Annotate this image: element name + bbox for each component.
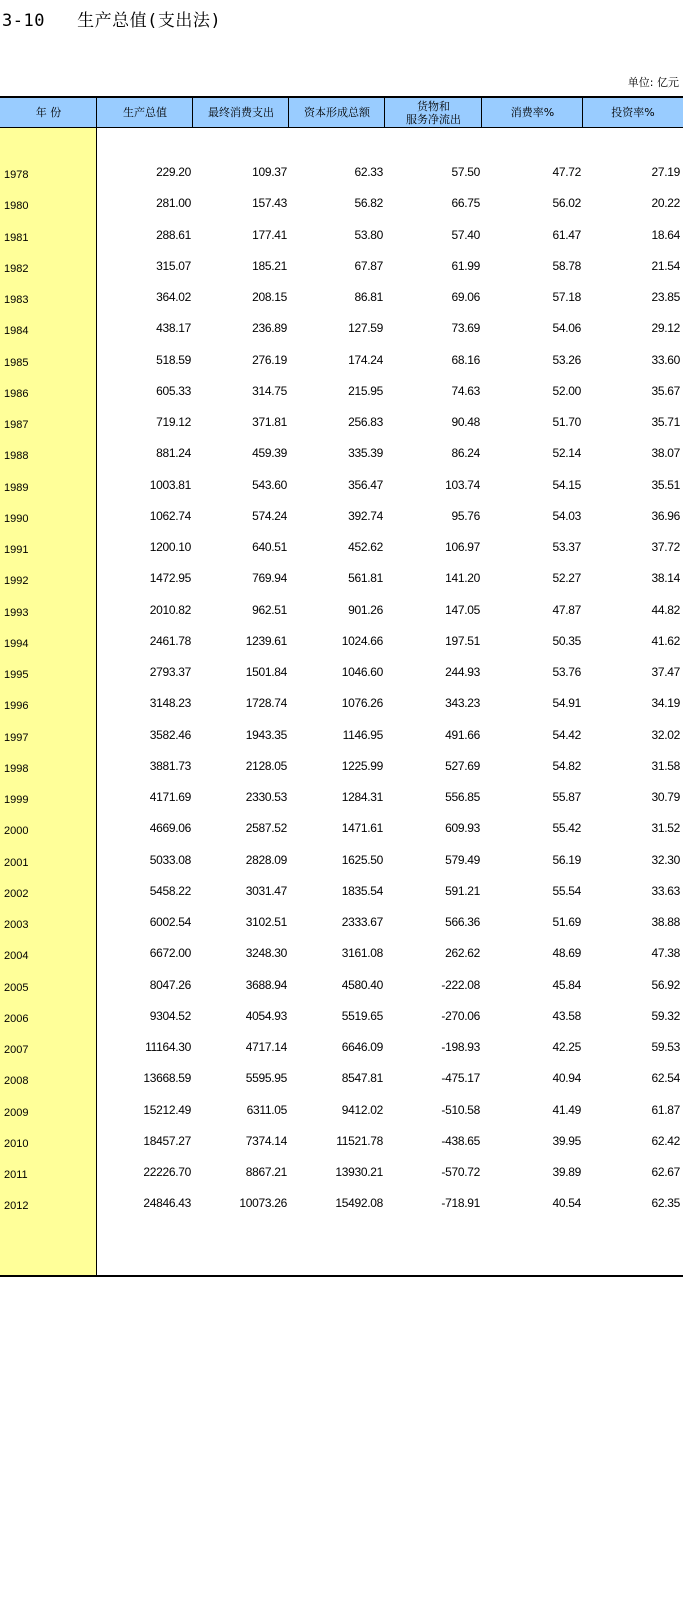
capital-formation-cell: 1471.61 <box>341 821 383 835</box>
gdp-cell: 719.12 <box>156 415 191 429</box>
year-cell: 1997 <box>4 732 29 744</box>
year-cell: 2001 <box>4 857 29 869</box>
consumption-rate-cell: 55.87 <box>552 790 581 804</box>
gdp-cell: 3148.23 <box>149 696 191 710</box>
year-cell: 1980 <box>4 200 29 212</box>
header-gdp: 生产总值 <box>123 106 167 119</box>
gdp-cell: 4171.69 <box>149 790 191 804</box>
year-cell: 1996 <box>4 700 29 712</box>
net-exports-cell: 343.23 <box>445 696 480 710</box>
capital-formation-cell: 86.81 <box>354 290 383 304</box>
net-exports-cell: 579.49 <box>445 853 480 867</box>
header-consumption-rate: 消费率% <box>510 106 555 119</box>
net-exports-cell: -222.08 <box>441 978 480 992</box>
consumption-rate-cell: 53.76 <box>552 665 581 679</box>
net-exports-cell: 57.50 <box>451 165 480 179</box>
header-final-consumption: 最终消费支出 <box>208 106 274 119</box>
table-row <box>0 626 683 657</box>
final-consumption-cell: 4717.14 <box>245 1040 287 1054</box>
capital-formation-cell: 1146.95 <box>342 728 383 742</box>
capital-formation-cell: 6646.09 <box>341 1040 383 1054</box>
year-cell: 2005 <box>4 982 29 994</box>
gdp-cell: 8047.26 <box>149 978 191 992</box>
table-row <box>0 438 683 469</box>
consumption-rate-cell: 52.27 <box>552 571 581 585</box>
final-consumption-cell: 208.15 <box>252 290 287 304</box>
capital-formation-cell: 2333.67 <box>341 915 383 929</box>
capital-formation-cell: 67.87 <box>354 259 383 273</box>
final-consumption-cell: 185.21 <box>252 259 287 273</box>
consumption-rate-cell: 54.82 <box>552 759 581 773</box>
investment-rate-cell: 61.87 <box>651 1103 680 1117</box>
gdp-cell: 1062.74 <box>149 509 191 523</box>
year-cell: 1986 <box>4 388 29 400</box>
header-net-exports: 货物和 服务净流出 <box>406 99 461 126</box>
header-year: 年 份 <box>35 106 62 119</box>
capital-formation-cell: 356.47 <box>348 478 383 492</box>
consumption-rate-cell: 43.58 <box>552 1009 581 1023</box>
final-consumption-cell: 371.81 <box>252 415 287 429</box>
consumption-rate-cell: 53.26 <box>552 353 581 367</box>
net-exports-cell: 491.66 <box>445 728 480 742</box>
table-row <box>0 220 683 251</box>
capital-formation-cell: 452.62 <box>348 540 383 554</box>
final-consumption-cell: 962.51 <box>252 603 287 617</box>
year-cell: 2012 <box>4 1200 29 1212</box>
gdp-cell: 288.61 <box>156 228 191 242</box>
final-consumption-cell: 276.19 <box>252 353 287 367</box>
year-cell: 2010 <box>4 1138 29 1150</box>
table-row <box>0 157 683 188</box>
investment-rate-cell: 62.35 <box>651 1196 680 1210</box>
capital-formation-cell: 335.39 <box>348 446 383 460</box>
capital-formation-cell: 5519.65 <box>341 1009 383 1023</box>
gdp-cell: 229.20 <box>156 165 191 179</box>
gdp-cell: 9304.52 <box>149 1009 191 1023</box>
capital-formation-cell: 1076.26 <box>341 696 383 710</box>
year-cell: 2006 <box>4 1013 29 1025</box>
investment-rate-cell: 37.47 <box>651 665 680 679</box>
final-consumption-cell: 1943.35 <box>245 728 287 742</box>
table-row <box>0 657 683 688</box>
year-cell: 1983 <box>4 294 29 306</box>
table-row <box>0 938 683 969</box>
gdp-cell: 11164.30 <box>145 1040 191 1054</box>
investment-rate-cell: 32.02 <box>651 728 680 742</box>
consumption-rate-cell: 52.14 <box>552 446 581 460</box>
final-consumption-cell: 7374.14 <box>245 1134 287 1148</box>
consumption-rate-cell: 56.02 <box>552 196 581 210</box>
net-exports-cell: -570.72 <box>441 1165 480 1179</box>
net-exports-cell: 262.62 <box>445 946 480 960</box>
capital-formation-cell: 11521.78 <box>336 1134 383 1148</box>
gdp-cell: 1200.10 <box>149 540 191 554</box>
final-consumption-cell: 2587.52 <box>245 821 287 835</box>
gdp-cell: 5458.22 <box>149 884 191 898</box>
gdp-cell: 281.00 <box>156 196 191 210</box>
consumption-rate-cell: 54.03 <box>552 509 581 523</box>
table-row <box>0 813 683 844</box>
gdp-cell: 5033.08 <box>149 853 191 867</box>
table-row <box>0 751 683 782</box>
investment-rate-cell: 59.32 <box>651 1009 680 1023</box>
consumption-rate-cell: 53.37 <box>552 540 581 554</box>
final-consumption-cell: 8867.21 <box>245 1165 287 1179</box>
table-row <box>0 876 683 907</box>
gdp-cell: 1472.95 <box>149 571 191 585</box>
capital-formation-cell: 1835.54 <box>341 884 383 898</box>
year-cell: 2000 <box>4 825 29 837</box>
final-consumption-cell: 3248.30 <box>245 946 287 960</box>
capital-formation-cell: 62.33 <box>354 165 383 179</box>
gdp-cell: 22226.70 <box>143 1165 191 1179</box>
year-cell: 1995 <box>4 669 29 681</box>
table-row <box>0 345 683 376</box>
year-cell: 2011 <box>4 1169 28 1181</box>
gdp-cell: 6002.54 <box>149 915 191 929</box>
table-row <box>0 188 683 219</box>
final-consumption-cell: 5595.95 <box>245 1071 287 1085</box>
consumption-rate-cell: 41.49 <box>552 1103 581 1117</box>
final-consumption-cell: 109.37 <box>252 165 287 179</box>
investment-rate-cell: 38.07 <box>651 446 680 460</box>
gdp-cell: 438.17 <box>156 321 191 335</box>
net-exports-cell: 86.24 <box>451 446 480 460</box>
gdp-cell: 2793.37 <box>149 665 191 679</box>
investment-rate-cell: 32.30 <box>651 853 680 867</box>
capital-formation-cell: 3161.08 <box>341 946 383 960</box>
capital-formation-cell: 53.80 <box>354 228 383 242</box>
year-cell: 1994 <box>4 638 29 650</box>
year-cell: 2009 <box>4 1107 29 1119</box>
investment-rate-cell: 18.64 <box>651 228 680 242</box>
year-cell: 1984 <box>4 325 29 337</box>
net-exports-cell: 141.20 <box>445 571 480 585</box>
table-row <box>0 1126 683 1157</box>
net-exports-cell: 244.93 <box>445 665 480 679</box>
net-exports-cell: -270.06 <box>441 1009 480 1023</box>
capital-formation-cell: 215.95 <box>348 384 383 398</box>
net-exports-cell: 73.69 <box>451 321 480 335</box>
header-divider <box>481 96 482 127</box>
investment-rate-cell: 30.79 <box>651 790 680 804</box>
final-consumption-cell: 177.41 <box>252 228 287 242</box>
year-cell: 2003 <box>4 919 29 931</box>
table-row <box>0 970 683 1001</box>
gdp-cell: 315.07 <box>156 259 191 273</box>
investment-rate-cell: 62.42 <box>651 1134 680 1148</box>
net-exports-cell: 566.36 <box>445 915 480 929</box>
investment-rate-cell: 33.63 <box>651 884 680 898</box>
net-exports-cell: 61.99 <box>451 259 480 273</box>
capital-formation-cell: 4580.40 <box>341 978 383 992</box>
net-exports-cell: 68.16 <box>451 353 480 367</box>
capital-formation-cell: 13930.21 <box>335 1165 383 1179</box>
table-row <box>0 532 683 563</box>
capital-formation-cell: 174.24 <box>348 353 383 367</box>
final-consumption-cell: 314.75 <box>252 384 287 398</box>
capital-formation-cell: 127.59 <box>348 321 383 335</box>
final-consumption-cell: 3688.94 <box>245 978 287 992</box>
table-row <box>0 1032 683 1063</box>
table-bottom-border <box>0 1275 683 1277</box>
investment-rate-cell: 36.96 <box>651 509 680 523</box>
table-row <box>0 376 683 407</box>
net-exports-cell: 66.75 <box>451 196 480 210</box>
final-consumption-cell: 1501.84 <box>245 665 287 679</box>
table-row <box>0 720 683 751</box>
table-row <box>0 1188 683 1219</box>
year-cell: 1987 <box>4 419 29 431</box>
capital-formation-cell: 1024.66 <box>341 634 383 648</box>
investment-rate-cell: 27.19 <box>651 165 680 179</box>
final-consumption-cell: 6311.05 <box>246 1103 287 1117</box>
investment-rate-cell: 35.51 <box>651 478 680 492</box>
table-row <box>0 313 683 344</box>
investment-rate-cell: 62.54 <box>651 1071 680 1085</box>
consumption-rate-cell: 39.95 <box>552 1134 581 1148</box>
consumption-rate-cell: 51.69 <box>552 915 581 929</box>
final-consumption-cell: 3102.51 <box>245 915 287 929</box>
investment-rate-cell: 62.67 <box>651 1165 680 1179</box>
capital-formation-cell: 1225.99 <box>341 759 383 773</box>
final-consumption-cell: 543.60 <box>252 478 287 492</box>
capital-formation-cell: 8547.81 <box>341 1071 383 1085</box>
year-cell: 2007 <box>4 1044 29 1056</box>
consumption-rate-cell: 54.15 <box>552 478 581 492</box>
final-consumption-cell: 236.89 <box>252 321 287 335</box>
year-cell: 2008 <box>4 1075 29 1087</box>
final-consumption-cell: 574.24 <box>252 509 287 523</box>
investment-rate-cell: 34.19 <box>651 696 680 710</box>
capital-formation-cell: 256.83 <box>348 415 383 429</box>
consumption-rate-cell: 45.84 <box>552 978 581 992</box>
net-exports-cell: -475.17 <box>441 1071 480 1085</box>
investment-rate-cell: 33.60 <box>651 353 680 367</box>
investment-rate-cell: 41.62 <box>651 634 680 648</box>
capital-formation-cell: 901.26 <box>348 603 383 617</box>
table-row <box>0 563 683 594</box>
net-exports-cell: 90.48 <box>451 415 480 429</box>
gdp-cell: 2010.82 <box>149 603 191 617</box>
table-row <box>0 282 683 313</box>
capital-formation-cell: 1046.60 <box>341 665 383 679</box>
table-row <box>0 251 683 282</box>
consumption-rate-cell: 55.54 <box>552 884 581 898</box>
net-exports-cell: 609.93 <box>445 821 480 835</box>
gdp-cell: 3582.46 <box>149 728 191 742</box>
investment-rate-cell: 21.54 <box>651 259 680 273</box>
final-consumption-cell: 157.43 <box>252 196 287 210</box>
consumption-rate-cell: 47.72 <box>552 165 581 179</box>
year-cell: 2002 <box>4 888 29 900</box>
final-consumption-cell: 2128.05 <box>245 759 287 773</box>
consumption-rate-cell: 54.06 <box>552 321 581 335</box>
year-cell: 1993 <box>4 607 29 619</box>
capital-formation-cell: 1284.31 <box>341 790 383 804</box>
consumption-rate-cell: 57.18 <box>552 290 581 304</box>
net-exports-cell: 95.76 <box>451 509 480 523</box>
header-divider <box>288 96 289 127</box>
net-exports-cell: 69.06 <box>451 290 480 304</box>
net-exports-cell: -198.93 <box>441 1040 480 1054</box>
consumption-rate-cell: 56.19 <box>552 853 581 867</box>
net-exports-cell: 197.51 <box>445 634 480 648</box>
year-cell: 1978 <box>4 169 29 181</box>
consumption-rate-cell: 50.35 <box>552 634 581 648</box>
table-row <box>0 1063 683 1094</box>
investment-rate-cell: 47.38 <box>651 946 680 960</box>
year-cell: 2004 <box>4 950 29 962</box>
consumption-rate-cell: 48.69 <box>552 946 581 960</box>
year-cell: 1992 <box>4 575 29 587</box>
consumption-rate-cell: 42.25 <box>552 1040 581 1054</box>
investment-rate-cell: 37.72 <box>651 540 680 554</box>
final-consumption-cell: 3031.47 <box>245 884 287 898</box>
gdp-cell: 13668.59 <box>143 1071 191 1085</box>
consumption-rate-cell: 47.87 <box>552 603 581 617</box>
gdp-cell: 518.59 <box>156 353 191 367</box>
final-consumption-cell: 2828.09 <box>245 853 287 867</box>
gdp-cell: 881.24 <box>156 446 191 460</box>
final-consumption-cell: 459.39 <box>252 446 287 460</box>
table-row <box>0 595 683 626</box>
final-consumption-cell: 1239.61 <box>245 634 287 648</box>
investment-rate-cell: 31.52 <box>651 821 680 835</box>
consumption-rate-cell: 40.54 <box>552 1196 581 1210</box>
table-row <box>0 1095 683 1126</box>
final-consumption-cell: 640.51 <box>252 540 287 554</box>
capital-formation-cell: 15492.08 <box>335 1196 383 1210</box>
final-consumption-cell: 1728.74 <box>245 696 287 710</box>
gdp-cell: 364.02 <box>156 290 191 304</box>
gdp-cell: 605.33 <box>156 384 191 398</box>
table-top-border <box>0 96 683 98</box>
investment-rate-cell: 44.82 <box>651 603 680 617</box>
gdp-cell: 1003.81 <box>149 478 191 492</box>
net-exports-cell: -510.58 <box>441 1103 480 1117</box>
investment-rate-cell: 59.53 <box>651 1040 680 1054</box>
consumption-rate-cell: 52.00 <box>552 384 581 398</box>
investment-rate-cell: 31.58 <box>651 759 680 773</box>
investment-rate-cell: 29.12 <box>651 321 680 335</box>
final-consumption-cell: 2330.53 <box>245 790 287 804</box>
investment-rate-cell: 35.71 <box>651 415 680 429</box>
table-row <box>0 1001 683 1032</box>
year-cell: 1989 <box>4 482 29 494</box>
consumption-rate-cell: 40.94 <box>552 1071 581 1085</box>
net-exports-cell: 527.69 <box>445 759 480 773</box>
final-consumption-cell: 10073.26 <box>239 1196 287 1210</box>
net-exports-cell: -438.65 <box>441 1134 480 1148</box>
gdp-cell: 2461.78 <box>149 634 191 648</box>
table-row <box>0 845 683 876</box>
capital-formation-cell: 392.74 <box>348 509 383 523</box>
unit-label: 单位: 亿元 <box>627 76 679 89</box>
capital-formation-cell: 561.81 <box>348 571 383 585</box>
capital-formation-cell: 1625.50 <box>341 853 383 867</box>
table-row <box>0 688 683 719</box>
header-investment-rate: 投资率% <box>611 106 655 119</box>
net-exports-cell: 106.97 <box>445 540 480 554</box>
gdp-cell: 6672.00 <box>149 946 191 960</box>
table-row <box>0 407 683 438</box>
investment-rate-cell: 23.85 <box>651 290 680 304</box>
gdp-cell: 4669.06 <box>149 821 191 835</box>
investment-rate-cell: 38.88 <box>651 915 680 929</box>
year-cell: 1981 <box>4 232 29 244</box>
capital-formation-cell: 9412.02 <box>341 1103 383 1117</box>
net-exports-cell: 57.40 <box>451 228 480 242</box>
consumption-rate-cell: 51.70 <box>552 415 581 429</box>
year-cell: 1982 <box>4 263 29 275</box>
table-row <box>0 470 683 501</box>
investment-rate-cell: 56.92 <box>651 978 680 992</box>
consumption-rate-cell: 54.91 <box>552 696 581 710</box>
year-cell: 1998 <box>4 763 29 775</box>
investment-rate-cell: 38.14 <box>651 571 680 585</box>
year-cell: 1990 <box>4 513 29 525</box>
consumption-rate-cell: 55.42 <box>552 821 581 835</box>
net-exports-cell: 556.85 <box>445 790 480 804</box>
gdp-cell: 24846.43 <box>143 1196 191 1210</box>
net-exports-cell: 147.05 <box>445 603 480 617</box>
year-cell: 1985 <box>4 357 29 369</box>
page-title: 3-10 生产总值(支出法) <box>2 11 222 31</box>
data-table <box>0 96 683 1277</box>
header-bottom-border <box>0 127 683 128</box>
header-divider <box>384 96 385 127</box>
investment-rate-cell: 35.67 <box>651 384 680 398</box>
net-exports-cell: 74.63 <box>451 384 480 398</box>
final-consumption-cell: 4054.93 <box>245 1009 287 1023</box>
table-row <box>0 1157 683 1188</box>
gdp-cell: 18457.27 <box>143 1134 191 1148</box>
consumption-rate-cell: 61.47 <box>552 228 581 242</box>
header-divider <box>582 96 583 127</box>
capital-formation-cell: 56.82 <box>354 196 383 210</box>
year-cell: 1991 <box>4 544 29 556</box>
net-exports-cell: 103.74 <box>445 478 480 492</box>
table-row <box>0 501 683 532</box>
net-exports-cell: -718.91 <box>441 1196 480 1210</box>
header-divider <box>192 96 193 127</box>
year-cell: 1988 <box>4 450 29 462</box>
header-capital-formation: 资本形成总额 <box>304 106 370 119</box>
consumption-rate-cell: 39.89 <box>552 1165 581 1179</box>
consumption-rate-cell: 54.42 <box>552 728 581 742</box>
gdp-cell: 3881.73 <box>149 759 191 773</box>
net-exports-cell: 591.21 <box>445 884 480 898</box>
final-consumption-cell: 769.94 <box>252 571 287 585</box>
gdp-cell: 15212.49 <box>143 1103 191 1117</box>
investment-rate-cell: 20.22 <box>651 196 680 210</box>
consumption-rate-cell: 58.78 <box>552 259 581 273</box>
table-row <box>0 782 683 813</box>
year-cell: 1999 <box>4 794 29 806</box>
table-row <box>0 907 683 938</box>
